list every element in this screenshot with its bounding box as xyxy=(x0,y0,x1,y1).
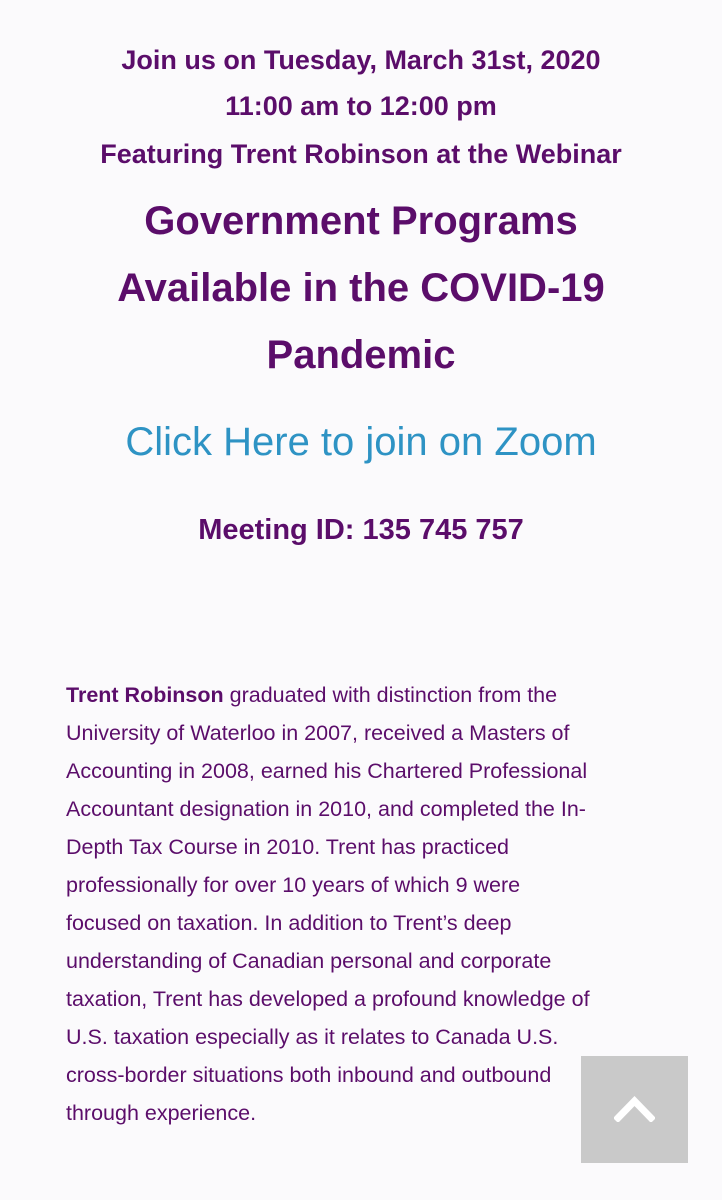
bio-line: Depth Tax Course in 2010. Trent has practiced xyxy=(66,835,509,859)
bio-line: Accounting in 2008, earned his Chartered Professional xyxy=(66,759,588,783)
bio-line: cross-border situations both inbound and outbound xyxy=(66,1063,552,1087)
bio-line: focused on taxation. In addition to Trent’s deep xyxy=(66,911,512,935)
bio-line: taxation, Trent has developed a profound knowledge of xyxy=(66,987,590,1011)
scroll-to-top-button[interactable] xyxy=(581,1056,688,1163)
webinar-title-line: Available in the COVID-19 xyxy=(117,266,605,310)
bio-line: understanding of Canadian personal and corporate xyxy=(66,949,552,973)
speaker-name: Trent Robinson xyxy=(66,683,224,707)
bio-line: U.S. taxation especially as it relates to Canada U.S. xyxy=(66,1025,559,1049)
event-time: 11:00 am to 12:00 pm xyxy=(225,91,497,121)
webinar-title-line: Pandemic xyxy=(266,333,456,377)
bio-line: through experience. xyxy=(66,1101,257,1125)
bio-line-rest: graduated with distinction from the xyxy=(223,683,558,707)
event-featuring: Featuring Trent Robinson at the Webinar xyxy=(100,139,622,169)
zoom-join-link[interactable]: Click Here to join on Zoom xyxy=(125,420,597,464)
webinar-title xyxy=(60,188,662,389)
bio-line: University of Waterloo in 2007, received a Masters of xyxy=(66,721,570,745)
webinar-title-line: Government Programs xyxy=(144,199,578,243)
speaker-bio xyxy=(66,676,662,1132)
event-date: Join us on Tuesday, March 31st, 2020 xyxy=(121,45,601,75)
bio-line: Accountant designation in 2010, and completed the In- xyxy=(66,797,586,821)
bio-line: professionally for over 10 years of which 9 were xyxy=(66,873,521,897)
meeting-id: Meeting ID: 135 745 757 xyxy=(198,514,524,546)
bio-line xyxy=(66,676,662,714)
chevron-up-icon xyxy=(614,1094,655,1122)
